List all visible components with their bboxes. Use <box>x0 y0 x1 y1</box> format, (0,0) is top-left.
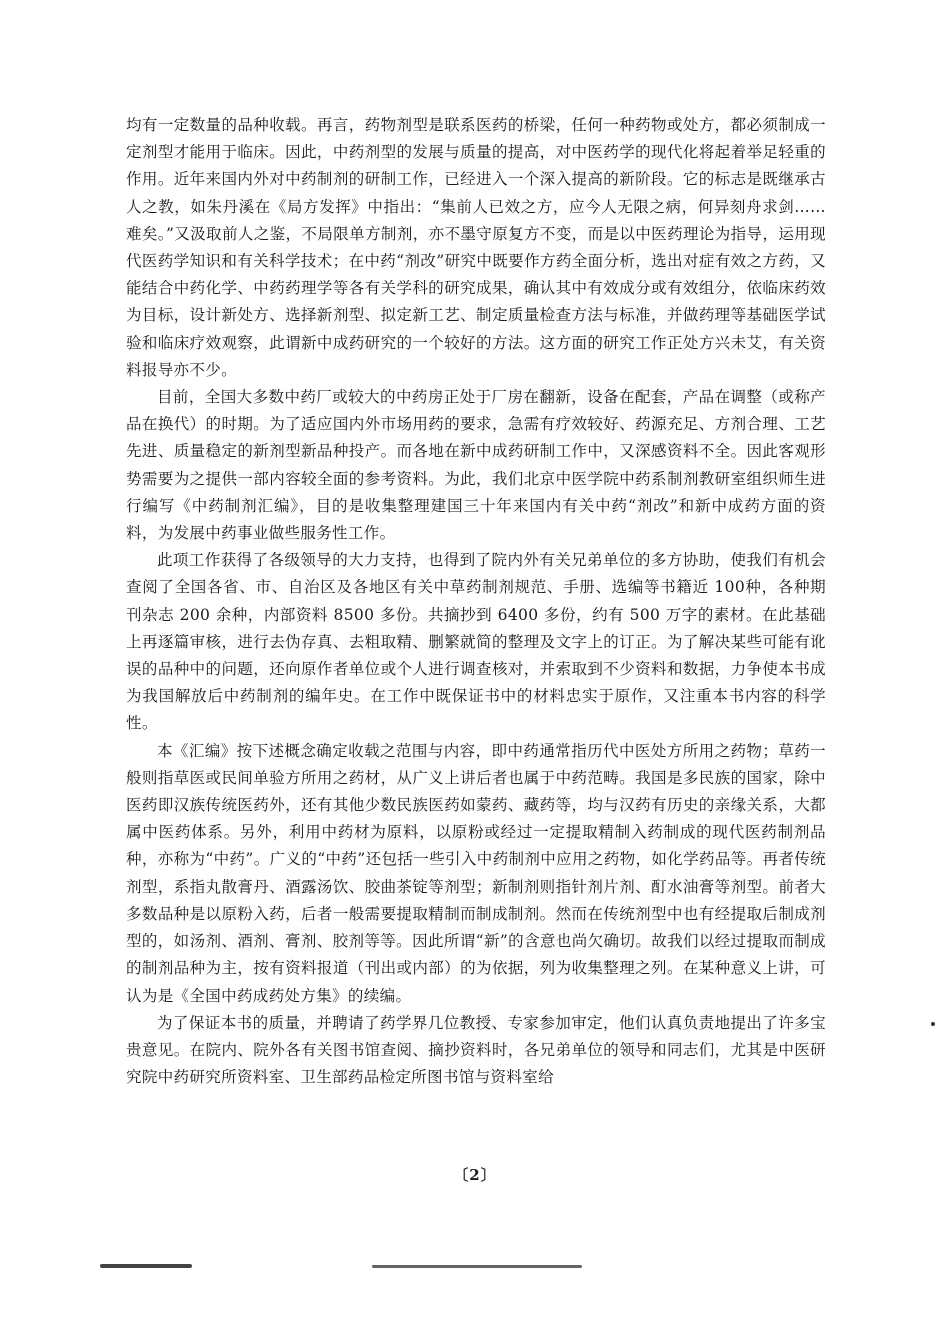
paragraph-1: 均有一定数量的品种收载。再言，药物剂型是联系医药的桥梁，任何一种药物或处方，都必须制成一定剂型才能用于临床。因此，中药剂型的发展与质量的提高，对中医药学的现代化将起着举足轻重的作用。近年来国内外对中药制剂的研制工作，已经进入一个深入提高的新阶段。它的标志是既继承古人之教，如朱丹溪在《局方发挥》中指出：“集前人已效之方，应今人无限之病，何异刻舟求剑……难矣。”又汲取前人之鉴，不局限单方制剂，亦不墨守原复方不变，而是以中医药理论为指导，运用现代医药学知识和有关科学技术；在中药“剂改”研究中既要作方药全面分析，选出对症有效之方药，又能结合中药化学、中药药理学等各有关学科的研究成果，确认其中有效成分或有效组分，依临床药效为目标，设计新处方、选择新剂型、拟定新工艺、制定质量检查方法与标准，并做药理等基础医学试验和临床疗效观察，此谓新中成药研究的一个较好的方法。这方面的研究工作正处方兴未艾，有关资料报导亦不少。 <box>126 116 826 379</box>
scan-artifact-dot <box>931 1022 935 1026</box>
paragraph-5: 为了保证本书的质量，并聘请了药学界几位教授、专家参加审定，他们认真负责地提出了许多宝贵意见。在院内、院外各有关图书馆查阅、摘抄资料时，各兄弟单位的领导和同志们，尤其是中医研究院中药研究所资料室、卫生部药品检定所图书馆与资料室给 <box>126 1013 826 1087</box>
body-text <box>126 112 826 1091</box>
scan-artifact-left <box>100 1264 192 1268</box>
paragraph-3: 此项工作获得了各级领导的大力支持，也得到了院内外有关兄弟单位的多方协助，使我们有机会查阅了全国各省、市、自治区及各地区有关中草药制剂规范、手册、选编等书籍近 100种，各种期刊杂志 200 余种，内部资料 8500 多份。共摘抄到 6400 多份，约有 500 万字的素材。在此基础上再逐篇审核，进行去伪存真、去粗取精、删繁就简的整理及文字上的订正。为了解决某些可能有讹误的品种中的问题，还向原作者单位或个人进行调查核对，并索取到不少资料和数据，力争使本书成为我国解放后中药制剂的编年史。在工作中既保证书中的材料忠实于原作，又注重本书内容的科学性。 <box>126 551 826 733</box>
scan-artifact-center <box>372 1265 582 1268</box>
paragraph-4: 本《汇编》按下述概念确定收载之范围与内容，即中药通常指历代中医处方所用之药物；草药一般则指草医或民间单验方所用之药材，从广义上讲后者也属于中药范畴。我国是多民族的国家，除中医药即汉族传统医药外，还有其他少数民族医药如蒙药、藏药等，均与汉药有历史的亲缘关系，大都属中医药体系。另外，利用中药材为原料，以原粉或经过一定提取精制入药制成的现代医药制剂品种，亦称为“中药”。广义的“中药”还包括一些引入中药制剂中应用之药物，如化学药品等。再者传统剂型，系指丸散膏丹、酒露汤饮、胶曲茶锭等剂型；新制剂则指针剂片剂、酊水油膏等剂型。前者大多数品种是以原粉入药，后者一般需要提取精制而制成制剂。然而在传统剂型中也有经提取后制成剂型的，如汤剂、酒剂、膏剂、胶剂等等。因此所谓“新”的含意也尚欠确切。故我们以经过提取而制成的制剂品种为主，按有资料报道（刊出或内部）的为依据，列为收集整理之列。在某种意义上讲，可认为是《全国中药成药处方集》的续编。 <box>126 741 826 1005</box>
paragraph-2: 目前，全国大多数中药厂或较大的中药房正处于厂房在翻新，设备在配套，产品在调整（或称产品在换代）的时期。为了适应国内外市场用药的要求，急需有疗效较好、药源充足、方剂合理、工艺先进、质量稳定的新剂型新品种投产。而各地在新中成药研制工作中，又深感资料不全。因此客观形势需要为之提供一部内容较全面的参考资料。为此，我们北京中医学院中药系制剂教研室组织师生进行编写《中药制剂汇编》，目的是收集整理建国三十年来国内有关中药“剂改”和新中成药方面的资料，为发展中药事业做些服务性工作。 <box>126 388 826 543</box>
page-number: 〔2〕 <box>453 1166 497 1184</box>
